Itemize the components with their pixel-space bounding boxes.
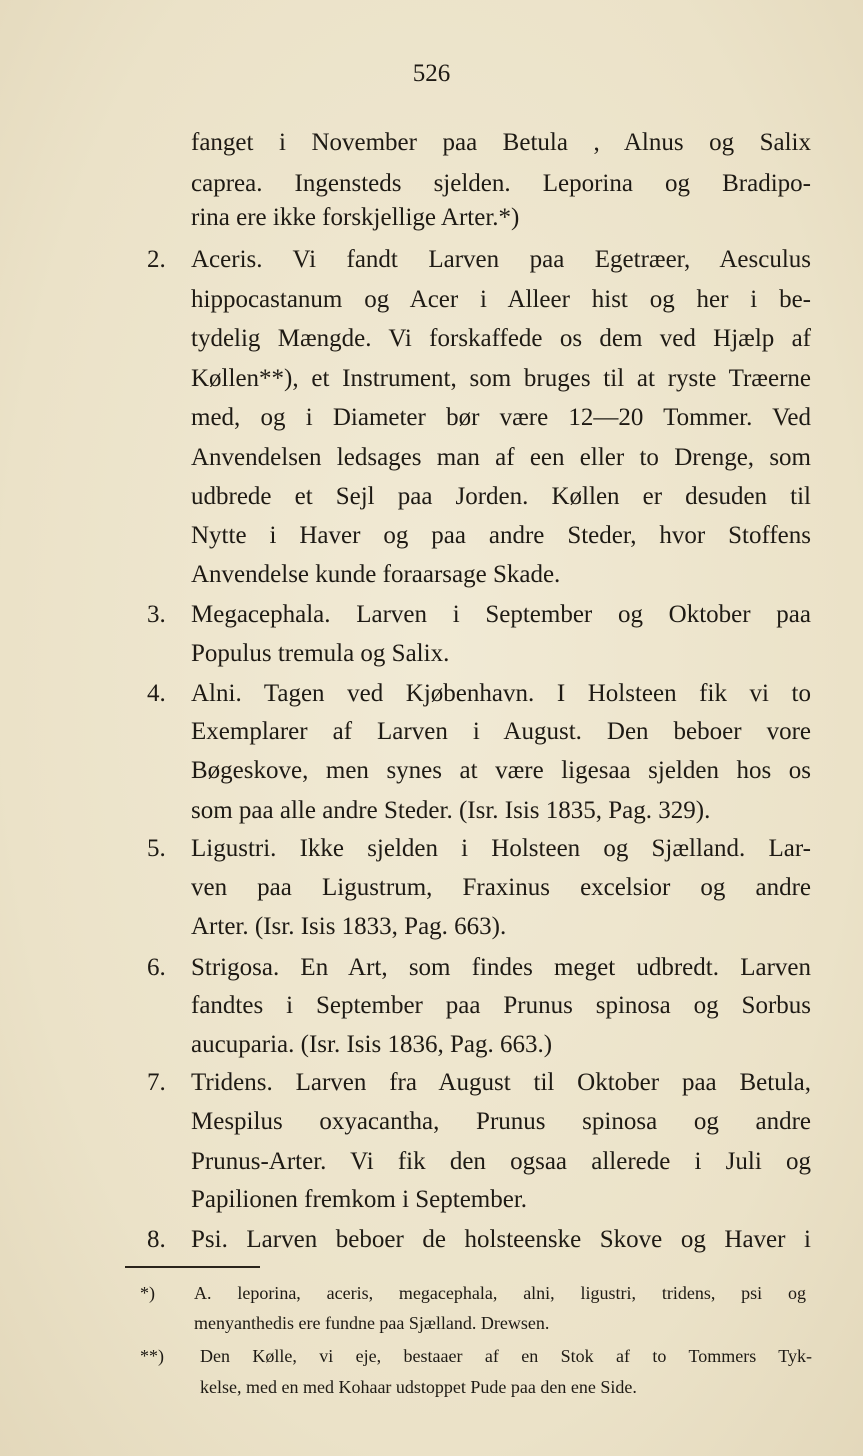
text-line: Prunus-Arter. Vi fik den ogsaa allerede i Juli og: [191, 1148, 811, 1175]
footnote-mark: *): [140, 1283, 155, 1303]
text-line: hippocastanum og Acer i Alleer hist og her i be-: [191, 286, 811, 313]
text-line: udbrede et Sejl paa Jorden. Køllen er desuden til: [191, 483, 811, 510]
text-line: Arter. (Isr. Isis 1833, Pag. 663).: [191, 913, 507, 940]
text-line: Strigosa. En Art, som findes meget udbredt. Larven: [191, 954, 811, 981]
footnote-line: kelse, med en med Kohaar udstoppet Pude paa den ene Side.: [200, 1377, 637, 1397]
entry-number: 5.: [147, 835, 166, 862]
footnote-separator: [125, 1266, 260, 1268]
entry-number: 4.: [147, 680, 166, 707]
text-line: Bøgeskove, men synes at være ligesaa sjelden hos os: [191, 757, 811, 784]
text-line: fandtes i September paa Prunus spinosa og Sorbus: [191, 992, 811, 1019]
entry-number: 7.: [147, 1069, 166, 1096]
page-number: 526: [412, 60, 451, 87]
text-line: med, og i Diameter bør være 12—20 Tommer. Ved: [191, 404, 811, 431]
text-line: Psi. Larven beboer de holsteenske Skove og Haver i: [191, 1226, 811, 1253]
text-line: Populus tremula og Salix.: [191, 640, 450, 667]
text-line: Nytte i Haver og paa andre Steder, hvor Stoffens: [191, 522, 811, 549]
text-line: Exemplarer af Larven i August. Den beboer vore: [191, 718, 811, 745]
footnote-line: Den Kølle, vi eje, bestaaer af en Stok af to Tommers Tyk-: [200, 1346, 812, 1366]
text-line: Papilionen fremkom i September.: [191, 1186, 528, 1213]
entry-number: 8.: [147, 1226, 166, 1253]
text-line: ven paa Ligustrum, Fraxinus excelsior og andre: [191, 874, 811, 901]
text-line: Alni. Tagen ved Kjøbenhavn. I Holsteen fik vi to: [191, 680, 811, 707]
text-line: aucuparia. (Isr. Isis 1836, Pag. 663.): [191, 1031, 553, 1058]
text-line: Anvendelse kunde foraarsage Skade.: [191, 561, 561, 588]
text-line: caprea. Ingensteds sjelden. Leporina og Bradipo-: [191, 170, 811, 197]
footnote-line: A. leporina, aceris, megacephala, alni, ligustri, tridens, psi og: [194, 1283, 806, 1303]
text-line: fanget i November paa Betula , Alnus og Salix: [191, 129, 811, 156]
text-line: Mespilus oxyacantha, Prunus spinosa og andre: [191, 1108, 811, 1135]
text-line: rina ere ikke forskjellige Arter.*): [191, 204, 520, 231]
footnote-line: menyanthedis ere fundne paa Sjælland. Drewsen.: [194, 1313, 550, 1333]
footnote-mark: **): [140, 1346, 164, 1366]
text-line: Tridens. Larven fra August til Oktober paa Betula,: [191, 1069, 811, 1096]
entry-number: 3.: [147, 601, 166, 628]
text-line: som paa alle andre Steder. (Isr. Isis 1835, Pag. 329).: [191, 797, 711, 824]
text-line: tydelig Mængde. Vi forskaffede os dem ved Hjælp af: [191, 325, 811, 352]
text-line: Megacephala. Larven i September og Oktober paa: [191, 601, 811, 628]
text-line: Anvendelsen ledsages man af een eller to Drenge, som: [191, 444, 811, 471]
entry-number: 2.: [147, 246, 166, 273]
text-line: Aceris. Vi fandt Larven paa Egetræer, Aesculus: [191, 246, 811, 273]
text-line: Ligustri. Ikke sjelden i Holsteen og Sjælland. Lar-: [191, 835, 811, 862]
text-line: Køllen**), et Instrument, som bruges til at ryste Træerne: [191, 365, 811, 392]
entry-number: 6.: [147, 954, 166, 981]
